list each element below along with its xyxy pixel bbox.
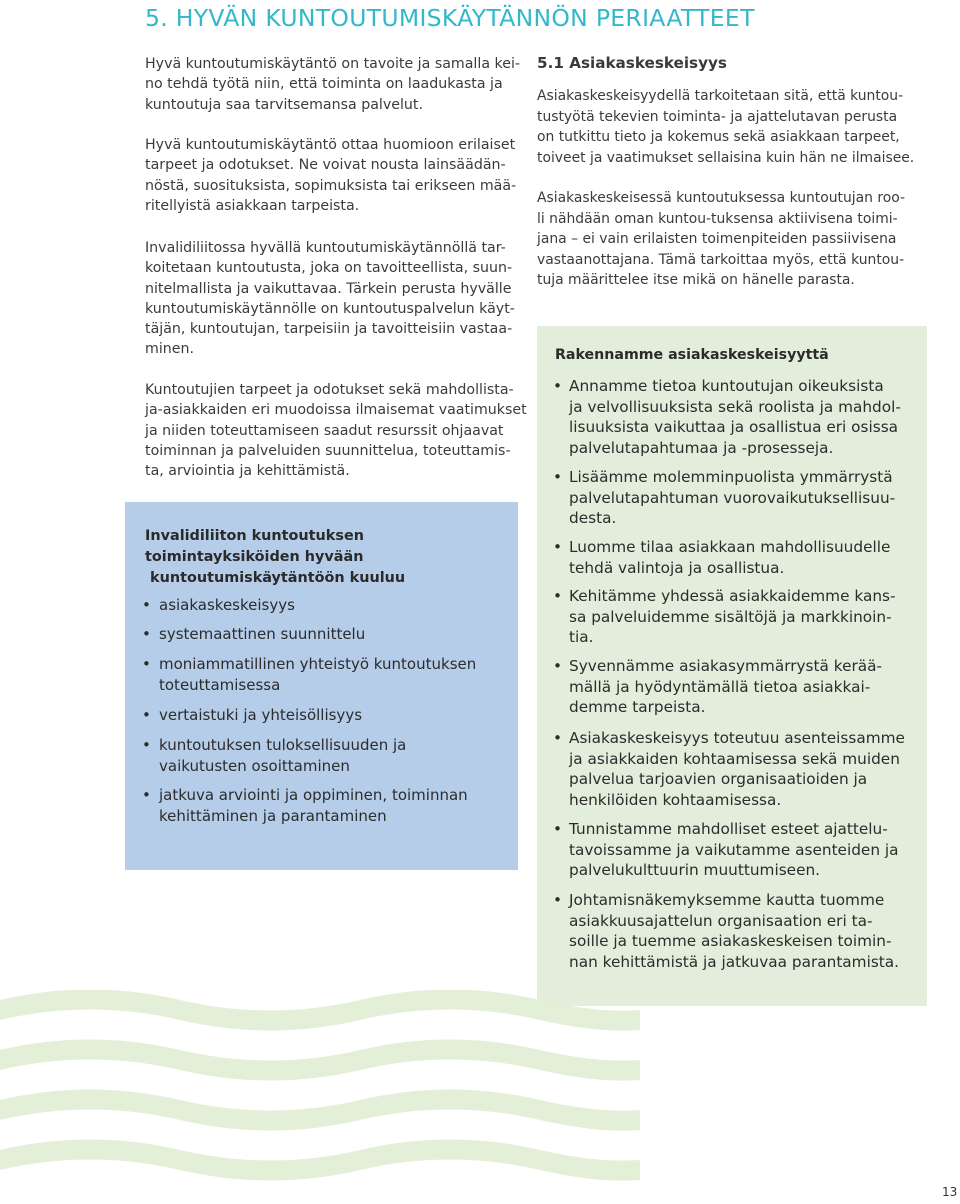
list-item (569, 376, 919, 458)
list-item-line: • Lisäämme molemminpuolista ymmärrystä (569, 468, 893, 486)
text-line: Asiakaskeskeisyydellä tarkoitetaan sitä, että kuntou- (537, 88, 904, 104)
box-title-line: toimintayksiköiden hyvään (145, 548, 364, 565)
wave-band (0, 1140, 640, 1181)
text-line: Invalidiliitossa hyvällä kuntoutumiskäytännöllä tar- (145, 240, 506, 256)
wave-band (0, 1040, 640, 1081)
text-line: kuntoutumiskäytännölle on kuntoutuspalvelun käyt- (145, 300, 515, 317)
expectations-paragraph (145, 380, 527, 481)
text-line: tuja määrittelee itse mikä on hänelle parasta. (537, 272, 855, 289)
list-item-line: palvelukulttuurin muuttumiseen. (569, 861, 821, 879)
intro-paragraph (145, 54, 520, 115)
text-line: toiminnan ja palveluiden suunnittelua, toteuttamis- (145, 442, 511, 459)
list-item-line: vaikutusten osoittaminen (159, 756, 350, 775)
list-item (569, 537, 919, 578)
list-item-line: nan kehittämistä ja jatkuvaa parantamista. (569, 952, 900, 971)
list-item (569, 728, 919, 810)
page-heading: 5. HYVÄN KUNTOUTUMISKÄYTÄNNÖN PERIAATTEET (145, 4, 755, 32)
text-line: no tehdä työtä niin, että toiminta on laadukasta ja (145, 76, 503, 93)
text-line: toiveet ja vaatimukset sellaisina kuin hän ne ilmaisee. (537, 149, 915, 166)
list-item (159, 735, 406, 777)
needs-paragraph (145, 135, 516, 216)
active-role-paragraph (537, 188, 905, 291)
list-item-line: palvelutapahtuman vuorovaikutuksellisuu- (569, 488, 896, 507)
list-item-line: • moniammatillinen yhteistyö kuntoutuksen (159, 655, 477, 673)
list-item-line: tehdä valintoja ja osallistua. (569, 558, 785, 577)
list-item-line: • Annamme tietoa kuntoutujan oikeuksista (569, 377, 884, 395)
list-item-line: sa palveluidemme sisältöjä ja markkinoin- (569, 607, 892, 626)
list-item-line: • Asiakaskeskeisyys toteutuu asenteissamme (569, 729, 905, 747)
list-item-line: palvelua tarjoavien organisaatioiden ja (569, 770, 868, 788)
list-item-line: mällä ja hyödyntämällä tietoa asiakkai- (569, 677, 871, 696)
list-item (159, 785, 468, 827)
practice-summary-box (125, 502, 518, 870)
list-item-line: lisuuksista vaikuttaa ja osallistua eri osissa (569, 418, 899, 436)
list-item-line: • Kehitämme yhdessä asiakkaidemme kans- (569, 587, 896, 605)
list-item-line: toteuttamisessa (159, 675, 281, 694)
customer-focus-paragraph (537, 86, 914, 168)
customer-focus-box (537, 326, 927, 1006)
list-item-line: • Tunnistamme mahdolliset esteet ajattelu- (569, 820, 888, 838)
text-line: ja niiden toteuttamiseen saadut resurssit ohjaavat (145, 422, 504, 439)
list-item (569, 890, 919, 972)
list-item-line: asiakkuusajattelun organisaation eri ta- (569, 911, 873, 930)
text-line: on tutkittu tieto ja kokemus sekä asiakkaan tarpeet, (537, 129, 900, 146)
page-number: 13 (942, 1185, 958, 1199)
list-item (569, 467, 919, 529)
list-item-line: • Syvennämme asiakasymmärrystä kerää- (569, 657, 883, 675)
list-item-line: • asiakaskeskeisyys (159, 596, 295, 614)
list-item-line: • kuntoutuksen tuloksellisuuden ja (159, 736, 407, 754)
list-item-line: • systemaattinen suunnittelu (159, 625, 366, 643)
text-line: nöstä, suosituksista, sopimuksista tai erikseen mää- (145, 177, 517, 194)
wave-band (0, 990, 640, 1031)
list-item-line: demme tarpeista. (569, 698, 706, 716)
box-title: Rakennamme asiakaskeskeisyyttä (555, 347, 829, 363)
text-line: Asiakaskeskeisessä kuntoutuksessa kuntoutujan roo- (537, 190, 906, 206)
list-item (569, 586, 919, 648)
list-item (569, 656, 919, 718)
list-item (569, 819, 919, 881)
decorative-waves (0, 990, 640, 1204)
list-item-line: • vertaistuki ja yhteisöllisyys (159, 706, 363, 724)
text-line: ritellyistä asiakkaan tarpeista. (145, 197, 360, 214)
list-item-line: ja velvollisuuksista sekä roolista ja mahdol- (569, 397, 901, 416)
text-line: vastaanottajana. Tämä tarkoittaa myös, että kuntou- (537, 251, 905, 268)
text-line: jana – ei vain erilaisten toimenpiteiden passiivisena (537, 231, 897, 248)
list-item-line: tia. (569, 628, 594, 646)
text-line: ta, arviointia ja kehittämistä. (145, 463, 350, 480)
list-item-line: tavoissamme ja vaikutamme asenteiden ja (569, 840, 899, 859)
list-item-line: desta. (569, 509, 617, 527)
section-title: 5.1 Asiakaskeskeisyys (537, 54, 727, 72)
text-line: minen. (145, 341, 194, 358)
text-line: nitelmallista ja vaikuttavaa. Tärkein perusta hyvälle (145, 280, 512, 297)
text-line: li nähdään oman kuntou-tuksensa aktiivisena toimi- (537, 210, 898, 227)
text-line: kuntoutuja saa tarvitsemansa palvelut. (145, 96, 423, 113)
list-item (159, 654, 476, 696)
list-item-line: • Johtamisnäkemyksemme kautta tuomme (569, 891, 885, 909)
text-line: koitetaan kuntoutusta, joka on tavoitteellista, suun- (145, 260, 513, 277)
list-item (159, 595, 295, 616)
list-item-line: kehittäminen ja parantaminen (159, 806, 387, 825)
text-line: ja-asiakkaiden eri muodoissa ilmaisemat vaatimukset (145, 402, 527, 419)
wave-band (0, 1090, 640, 1131)
list-item (159, 624, 365, 645)
list-item-line: henkilöiden kohtaamisessa. (569, 790, 782, 809)
text-line: Kuntoutujien tarpeet ja odotukset sekä mahdollista- (145, 382, 514, 398)
box-title-line: Invalidiliiton kuntoutuksen (145, 528, 364, 544)
text-line: tarpeet ja odotukset. Ne voivat nousta lainsäädän- (145, 157, 506, 174)
text-line: täjän, kuntoutujan, tarpeisiin ja tavoitteisiin vastaa- (145, 321, 513, 338)
list-item-line: • jatkuva arviointi ja oppiminen, toiminnan (159, 786, 468, 804)
list-item (159, 705, 362, 726)
box-title-line: kuntoutumiskäytäntöön kuuluu (145, 569, 406, 586)
text-line: tustyötä tekevien toiminta- ja ajattelutavan perusta (537, 108, 898, 125)
list-item-line: ja asiakkaiden kohtaamisessa sekä muiden (569, 749, 900, 768)
box-title (145, 526, 405, 588)
text-line: Hyvä kuntoutumiskäytäntö ottaa huomioon erilaiset (145, 137, 516, 153)
text-line: Hyvä kuntoutumiskäytäntö on tavoite ja samalla kei- (145, 56, 521, 72)
list-item-line: soille ja tuemme asiakaskeskeisen toimin- (569, 932, 892, 950)
definition-paragraph (145, 238, 515, 360)
list-item-line: palvelutapahtumaa ja -prosesseja. (569, 438, 834, 457)
list-item-line: • Luomme tilaa asiakkaan mahdollisuudelle (569, 538, 891, 556)
